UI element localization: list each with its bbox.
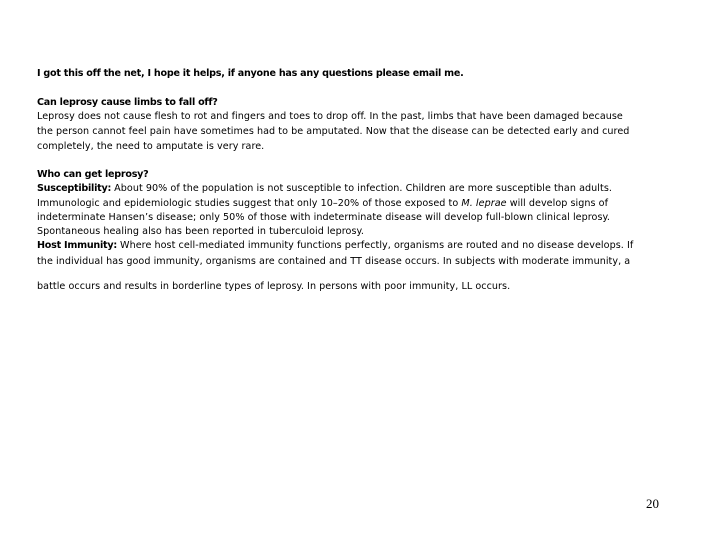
susceptibility-label: Susceptibility:: [37, 183, 112, 194]
intro-note: I got this off the net, I hope it helps, if anyone has any questions please email me.: [37, 68, 464, 79]
susceptibility-text: will develop signs of: [506, 198, 609, 209]
host-immunity-label: Host Immunity:: [37, 240, 117, 251]
paragraph-line: the individual has good immunity, organisms are contained and TT disease occurs. In subjects with moderate immunity, a: [37, 256, 631, 267]
organism-name: M. leprae: [461, 198, 507, 209]
paragraph-line: completely, the need to amputate is very rare.: [37, 141, 265, 152]
paragraph-line: Leprosy does not cause flesh to rot and fingers and toes to drop off. In the past, limbs that have been damaged because: [37, 111, 623, 122]
susceptibility-text: About 90% of the population is not susceptible to infection. Children are more susceptible than adults.: [111, 183, 612, 194]
host-immunity-line: [37, 239, 633, 252]
paragraph-line: [37, 197, 608, 210]
paragraph-line: the person cannot feel pain have sometimes had to be amputated. Now that the disease can be detected early and cured: [37, 126, 630, 137]
susceptibility-text: Immunologic and epidemiologic studies suggest that only 10–20% of those exposed to: [37, 198, 462, 209]
section-heading-who: Who can get leprosy?: [37, 169, 149, 180]
paragraph-line: battle occurs and results in borderline types of leprosy. In persons with poor immunity, LL occurs.: [37, 281, 511, 292]
susceptibility-line: [37, 182, 612, 195]
paragraph-line: Spontaneous healing also has been reported in tuberculoid leprosy.: [37, 226, 364, 237]
page-number: 20: [646, 496, 659, 511]
section-heading-limbs: Can leprosy cause limbs to fall off?: [37, 97, 218, 108]
paragraph-line: indeterminate Hansen’s disease; only 50% of those with indeterminate disease will develop full-blown clinical leprosy.: [37, 212, 610, 223]
host-immunity-text: Where host cell-mediated immunity functions perfectly, organisms are routed and no disease develops. If: [116, 240, 634, 251]
